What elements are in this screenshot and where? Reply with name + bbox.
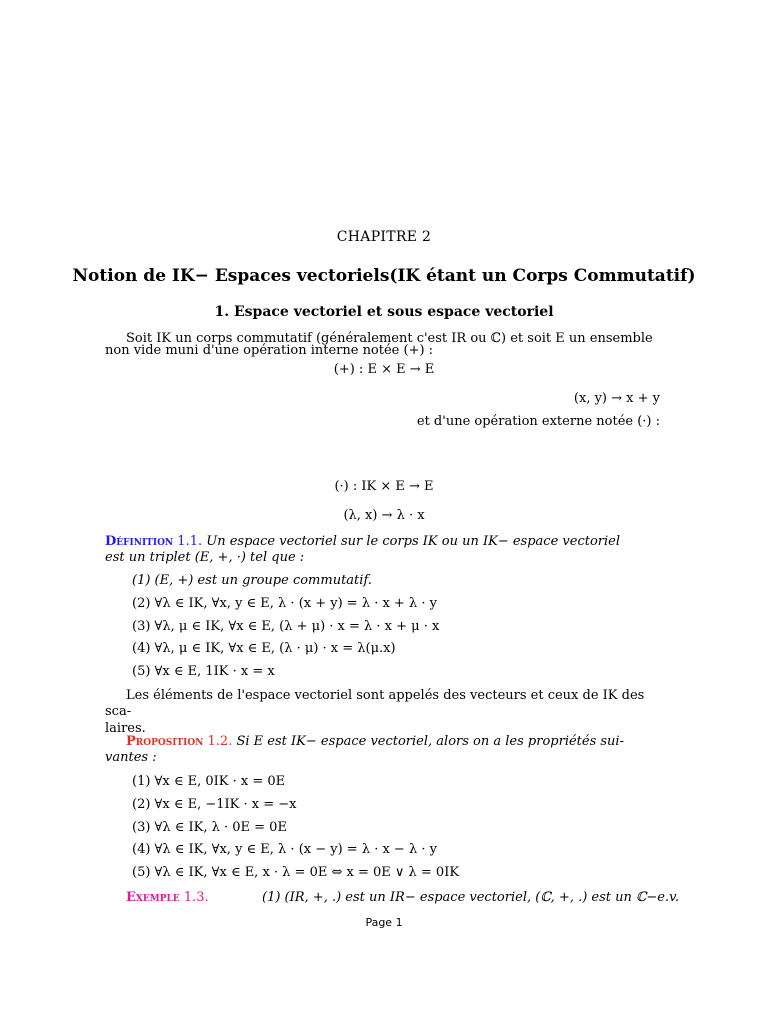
definition-item: (1) (E, +) est un groupe commutatif.: [132, 573, 372, 588]
internal-operation-equation: (+) : E × E → E: [333, 362, 435, 377]
external-operation-map: (λ, x) → λ · x: [343, 508, 425, 523]
intro-line-1: Soit IK un corps commutatif (généralement c'est IR ou ℂ) et soit E un ensemble: [126, 331, 653, 346]
definition-text-2: est un triplet (E, +, ·) tel que :: [105, 550, 305, 566]
definition-item: (3) ∀λ, μ ∈ IK, ∀x ∈ E, (λ + μ) · x = λ · x + μ · x: [132, 619, 440, 634]
intro-line-2: non vide muni d'une opération interne notée (+) :: [105, 343, 434, 358]
external-operation-equation: (·) : IK × E → E: [334, 479, 434, 494]
body-paragraph: [105, 688, 661, 737]
example-heading: [126, 890, 209, 906]
proposition-item: (5) ∀λ ∈ IK, ∀x ∈ E, x · λ = 0E ⇔ x = 0E ∨ λ = 0IK: [132, 865, 460, 880]
definition-label: Définition: [105, 534, 174, 549]
definition-block: [105, 534, 661, 567]
chapter-heading: CHAPITRE 2: [336, 229, 432, 245]
section-heading: 1. Espace vectoriel et sous espace vectoriel: [214, 304, 554, 320]
proposition-item: (1) ∀x ∈ E, 0IK · x = 0E: [132, 774, 286, 789]
definition-item: (4) ∀λ, μ ∈ IK, ∀x ∈ E, (λ · μ) · x = λ(μ.x): [132, 641, 396, 656]
proposition-item: (2) ∀x ∈ E, −1IK · x = −x: [132, 797, 297, 812]
proposition-item: (4) ∀λ ∈ IK, ∀x, y ∈ E, λ · (x − y) = λ · x − λ · y: [132, 842, 437, 857]
proposition-number: 1.2.: [207, 734, 233, 749]
page-title: Notion de IK− Espaces vectoriels(IK étant un Corps Commutatif): [72, 266, 696, 286]
definition-text-1: Un espace vectoriel sur le corps IK ou un IK− espace vectoriel: [206, 534, 620, 549]
definition-item: (5) ∀x ∈ E, 1IK · x = x: [132, 664, 275, 679]
proposition-text-1: Si E est IK− espace vectoriel, alors on a les propriétés sui-: [236, 734, 624, 749]
paragraph-line-1: Les éléments de l'espace vectoriel sont appelés des vecteurs et ceux de IK des sca-: [105, 688, 645, 720]
external-operation-intro: et d'une opération externe notée (·) :: [416, 414, 660, 429]
definition-number: 1.1.: [177, 534, 203, 549]
paragraph-line-2: laires.: [105, 720, 146, 736]
proposition-item: (3) ∀λ ∈ IK, λ · 0E = 0E: [132, 820, 287, 835]
proposition-label: Proposition: [126, 734, 204, 749]
definition-item: (2) ∀λ ∈ IK, ∀x, y ∈ E, λ · (x + y) = λ · x + λ · y: [132, 596, 437, 611]
example-number: 1.3.: [183, 890, 209, 905]
example-text: (1) (IR, +, .) est un IR− espace vectoriel, (ℂ, +, .) est un ℂ−e.v.: [262, 890, 680, 905]
page-footer: Page 1: [365, 916, 403, 929]
proposition-block: [105, 734, 661, 767]
example-label: Exemple: [126, 890, 180, 905]
internal-operation-map: (x, y) → x + y: [573, 391, 660, 406]
proposition-text-2: vantes :: [105, 750, 157, 766]
